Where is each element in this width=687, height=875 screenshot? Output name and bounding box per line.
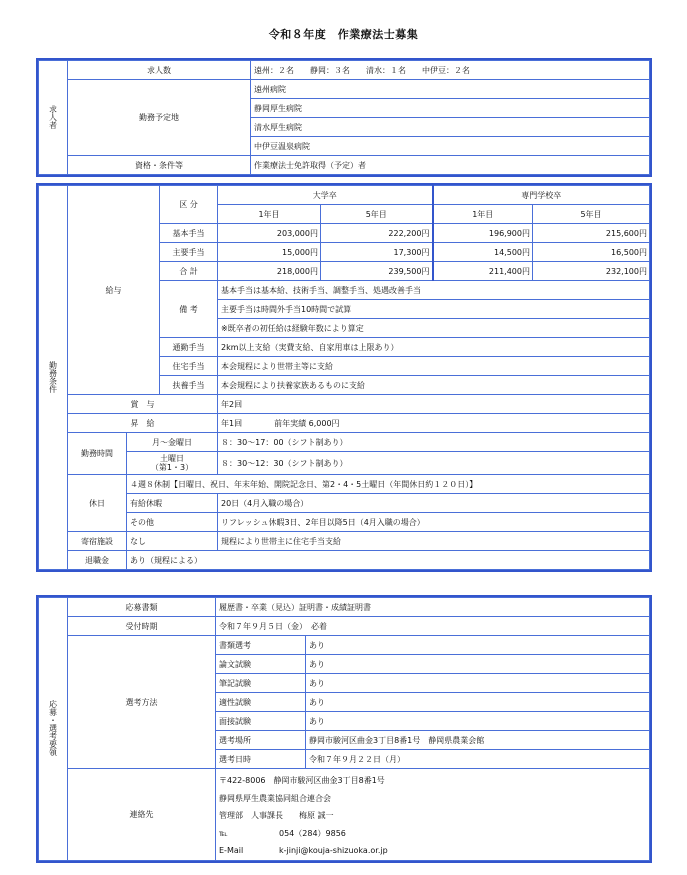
shoyo-value: 年2回 [218,395,650,414]
senko-item-label: 選考場所 [216,731,306,750]
senko-item-value: あり [306,693,650,712]
salary-cell: 16,500円 [533,243,650,262]
salary-cell: 232,100円 [533,262,650,281]
kyujinsu-label: 求人数 [68,61,251,80]
renraku-label: 連絡先 [68,769,216,861]
jutaku-label: 住宅手当 [160,357,218,376]
senko-item-label: 筆記試験 [216,674,306,693]
sonota-value: リフレッシュ休暇3日、2年目以降5日（4月入職の場合） [218,513,650,532]
salary-cell: 15,000円 [218,243,321,262]
uketsuke-label: 受付時期 [68,617,216,636]
renraku-block [216,769,650,861]
senko-label: 選考方法 [68,636,216,769]
kubun-label: 区 分 [160,186,218,224]
renraku-line: 管理部 人事課長 梅原 誠一 [219,811,334,820]
salary-row-label: 基本手当 [160,224,218,243]
senko-item-value: あり [306,636,650,655]
shikaku-label: 資格・条件等 [68,156,251,175]
email-value[interactable]: k-jinji@kouja-shizuoka.or.jp [279,846,388,855]
salary-cell: 211,400円 [433,262,533,281]
conditions-side-label: 勤務条件 [39,186,68,570]
tsukin-value: 2km以上支給（実費支給、自家用車は上限あり） [218,338,650,357]
ryo-note: 規程により世帯主に住宅手当支給 [218,532,650,551]
salary-cell: 215,600円 [533,224,650,243]
senko-item-label: 論文試験 [216,655,306,674]
sonota-label: その他 [127,513,218,532]
taishoku-value: あり（規程による） [127,551,650,570]
biko-line: 基本手当は基本給、技術手当、調整手当、処遇改善手当 [218,281,650,300]
senko-item-value: あり [306,655,650,674]
biko-label: 備 考 [160,281,218,338]
tel-value: 054（284）9856 [279,828,346,838]
kinmu-value: 遠州病院 [251,80,650,99]
biko-line: ※既卒者の初任給は経験年数により算定 [218,319,650,338]
salary-row-label: 合 計 [160,262,218,281]
salary-row-label: 主要手当 [160,243,218,262]
salary-cell: 218,000円 [218,262,321,281]
salary-cell: 196,900円 [433,224,533,243]
application-table [38,597,650,861]
kinmu-label: 勤務予定地 [68,80,251,156]
weekday-value: ８：30～17：00（シフト制あり） [218,433,650,452]
weekday-label: 月～金曜日 [127,433,218,452]
taishoku-label: 退職金 [68,551,127,570]
tsukin-label: 通勤手当 [160,338,218,357]
senko-item-label: 選考日時 [216,750,306,769]
salary-cell: 203,000円 [218,224,321,243]
senko-item-value: 静岡市駿河区曲金3丁目8番1号 静岡県農業会館 [306,731,650,750]
senko-item-label: 面接試験 [216,712,306,731]
kyujitsu-label: 休日 [68,475,127,532]
fuyo-label: 扶養手当 [160,376,218,395]
kinmu-value: 静岡厚生病院 [251,99,650,118]
kinmu-value: 中伊豆温泉病院 [251,137,650,156]
senko-item-label: 適性試験 [216,693,306,712]
senko-item-label: 書類選考 [216,636,306,655]
senko-item-value: あり [306,674,650,693]
ryo-label: 寄宿施設 [68,532,127,551]
salary-cell: 14,500円 [433,243,533,262]
email-label: E-Mail [219,846,244,855]
renraku-line: 〒422-8006 静岡市駿河区曲金3丁目8番1号 [219,776,385,785]
salary-cell: 239,500円 [321,262,433,281]
kyujitsu-value: ４週８休制【日曜日、祝日、年末年始、開院記念日、第2・4・5土曜日（年間休日約１２０日）】 [127,475,650,494]
shokyu-value: 年1回 前年実績 6,000円 [218,414,650,433]
biko-line: 主要手当は時間外手当10時間で試算 [218,300,650,319]
fuyo-value: 本会規程により扶養家族あるものに支給 [218,376,650,395]
shikaku-value: 作業療法士免許取得（予定）者 [251,156,650,175]
year-header: 1年目 [433,205,533,224]
renraku-line: 静岡県厚生農業協同組合連合会 [219,793,331,803]
kyujinsu-value: 遠州：２名 静岡：３名 清水：１名 中伊豆：２名 [251,61,650,80]
tel-line [219,825,646,843]
yukyu-value: 20日（4月入職の場合） [218,494,650,513]
jutaku-value: 本会規程により世帯主等に支給 [218,357,650,376]
kyuyo-label: 給与 [68,186,160,395]
saturday-value: ８：30～12：30（シフト制あり） [218,452,650,475]
shoyo-label: 賞 与 [68,395,218,414]
senko-item-value: 令和７年９月２２日（月） [306,750,650,769]
year-header: 5年目 [321,205,433,224]
saturday-label: 土曜日 （第1・3） [127,452,218,475]
email-line [219,842,646,860]
jikan-label: 勤務時間 [68,433,127,475]
recruiter-table [38,60,650,175]
tel-label: ℡ [219,828,228,838]
senko-item-value: あり [306,712,650,731]
oubo-label: 応募書類 [68,598,216,617]
conditions-table [38,185,650,570]
kinmu-value: 清水厚生病院 [251,118,650,137]
ryo-value: なし [127,532,218,551]
page-title: 令和８年度 作業療法士募集 [268,28,419,41]
shokyu-label: 昇 給 [68,414,218,433]
recruiter-side-label: 求人者 [39,61,68,175]
salary-cell: 17,300円 [321,243,433,262]
year-header: 1年目 [218,205,321,224]
senmon-header: 専門学校卒 [433,186,650,205]
uketsuke-value: 令和７年９月５日（金） 必着 [216,617,650,636]
year-header: 5年目 [533,205,650,224]
daigaku-header: 大学卒 [218,186,433,205]
yukyu-label: 有給休暇 [127,494,218,513]
oubo-value: 履歴書・卒業（見込）証明書・成績証明書 [216,598,650,617]
application-side-label: 応募・選考要領 [39,598,68,861]
salary-cell: 222,200円 [321,224,433,243]
